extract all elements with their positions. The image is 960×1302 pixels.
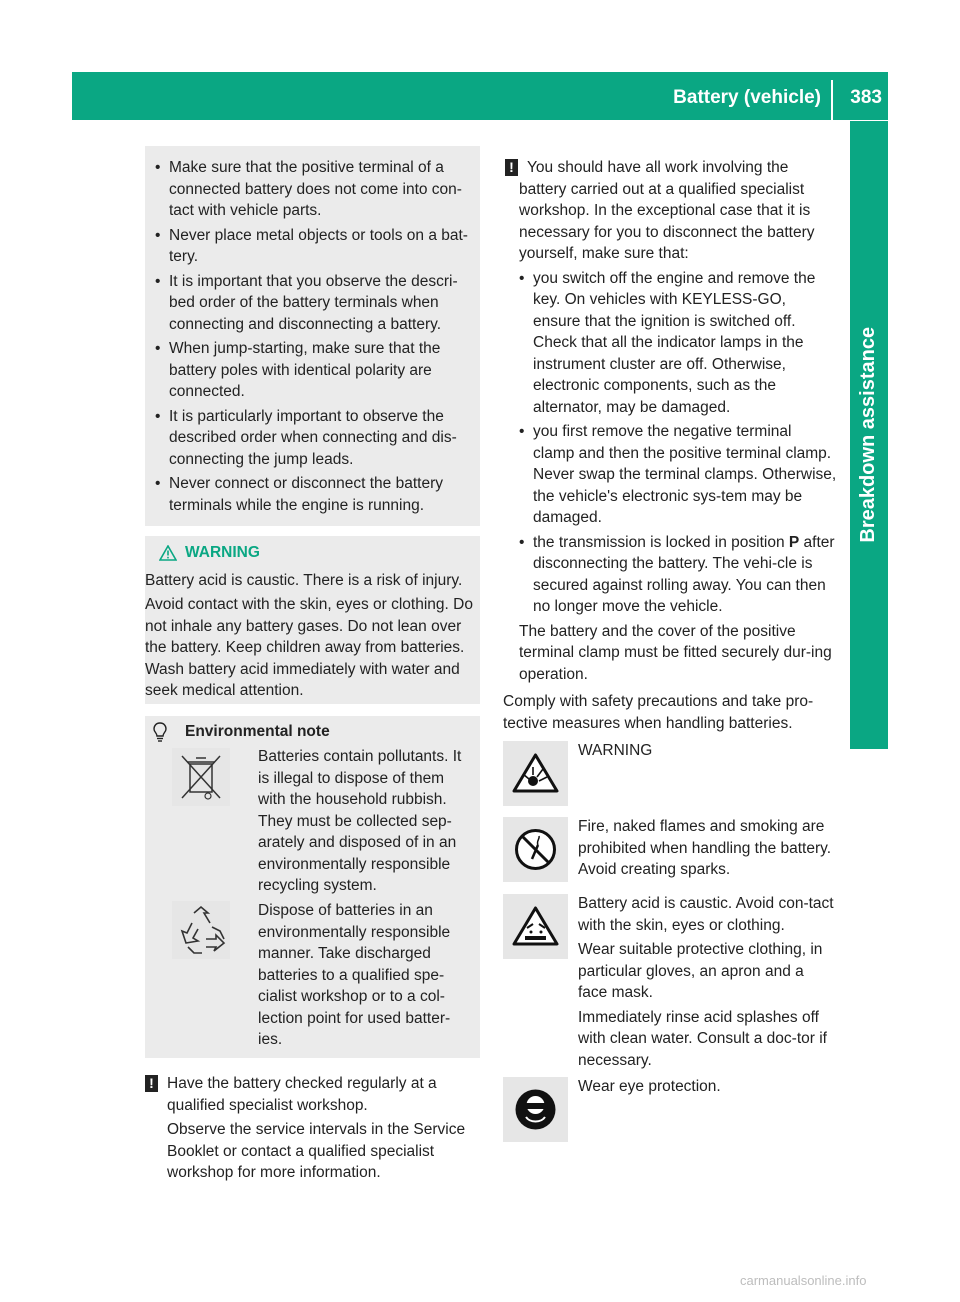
chapter-tab-label-wrap [850,121,888,749]
note-block [503,157,837,688]
note-text: The battery and the cover of the positive terminal clamp must be fitted securely dur-ing operation. [519,622,832,683]
chapter-tab-label: Breakdown assistance [857,327,880,543]
list-item: • you first remove the negative terminal clamp and then the positive terminal clamp. Never swap the terminal clamps. Otherwise, the vehicle's electronic sys-tem may be damaged. [519,423,837,526]
recycling-icon [172,901,230,959]
env-note-text: Batteries contain pollutants. It is illegal to dispose of them with the household rubbish. They must be collected sep-arately and disposed of in an environmentally responsible recycling system. [258,748,462,894]
explosion-warning-icon [503,741,568,806]
list-item: • Never connect or disconnect the battery terminals while the engine is running. [155,475,443,514]
list-item: • the transmission is locked in position P after disconnecting the battery. The vehi-cle is secured against rolling away. You can then no longer move the vehicle. [519,533,835,615]
symbol-text: Battery acid is caustic. Avoid con-tact with the skin, eyes or clothing. [578,895,834,934]
lightbulb-icon [153,722,167,742]
warning-heading: WARNING [145,542,474,564]
page-number: 383 [850,87,882,108]
eye-protection-icon [503,1077,568,1142]
note-text: Have the battery checked regularly at a qualified specialist workshop. [167,1075,437,1114]
symbol-text: WARNING [578,742,653,759]
corrosive-warning-icon [503,894,568,959]
symbol-text: Immediately rinse acid splashes off with clean water. Consult a doc-tor if necessary. [578,1008,827,1069]
exclamation-icon: ! [505,159,518,176]
env-note-heading: Environmental note [153,721,330,743]
list-item: • It is particularly important to observe the described order when connecting and dis-connecting the jump leads. [155,407,457,468]
no-fire-icon [503,817,568,882]
crossed-bin-icon [172,748,230,806]
header-divider [831,80,833,120]
symbol-text: Wear eye protection. [578,1078,721,1095]
list-item: • It is important that you observe the descri-bed order of the battery terminals when connecting and disconnecting a battery. [155,272,458,333]
warning-triangle-icon [159,545,177,561]
warning-content [145,542,480,705]
bullet-list [155,157,472,516]
list-item: • When jump-starting, make sure that the battery poles with identical polarity are connected. [155,340,441,400]
env-note-text: Dispose of batteries in an environmentally responsible manner. Take discharged batteries to a qualified spe-cialist workshop or to a col-lection point for used batter-ies. [258,902,451,1048]
symbol-text: Wear suitable protective clothing, in particular gloves, an apron and a face mask. [578,941,823,1001]
warning-text: Battery acid is caustic. There is a risk of injury. [145,571,463,589]
note-text: You should have all work involving the battery carried out at a qualified specialist workshop. In the exceptional case that it is necessary for you to disconnect the battery yourself, make sure that: [519,159,815,262]
symbol-text-group [578,893,836,1074]
symbol-text: Fire, naked flames and smoking are prohibited when handling the battery. Avoid creating sparks. [578,818,832,878]
list-item: • Make sure that the positive terminal of a connected battery does not come into con-tact with vehicle parts. [155,159,462,219]
body-text: Comply with safety precautions and take pro-tective measures when handling batteries. [503,693,814,732]
bullet-list [519,268,837,618]
page-header [72,72,888,120]
exclamation-icon: ! [145,1075,158,1092]
section-title: Battery (vehicle) [673,87,821,108]
note-block [145,1073,480,1187]
warning-text: Avoid contact with the skin, eyes or clothing. Do not inhale any battery gases. Do not lean over the battery. Keep children away from batteries. Wash battery acid immediately with water and seek medical attention. [145,596,473,699]
watermark: carmanualsonline.info [740,1273,867,1288]
list-item: • you switch off the engine and remove the key. On vehicles with KEYLESS-GO, ensure that the ignition is switched off. Check that all the indicator lamps in the instrument cluster are off. Otherwise, electronic components, such as the alternator, may be damaged. [519,269,816,416]
bullet-list-container [145,157,480,519]
note-text: Observe the service intervals in the Service Booklet or contact a qualified specialist workshop for more information. [167,1121,466,1181]
list-item: • Never place metal objects or tools on a bat-tery. [155,226,468,265]
